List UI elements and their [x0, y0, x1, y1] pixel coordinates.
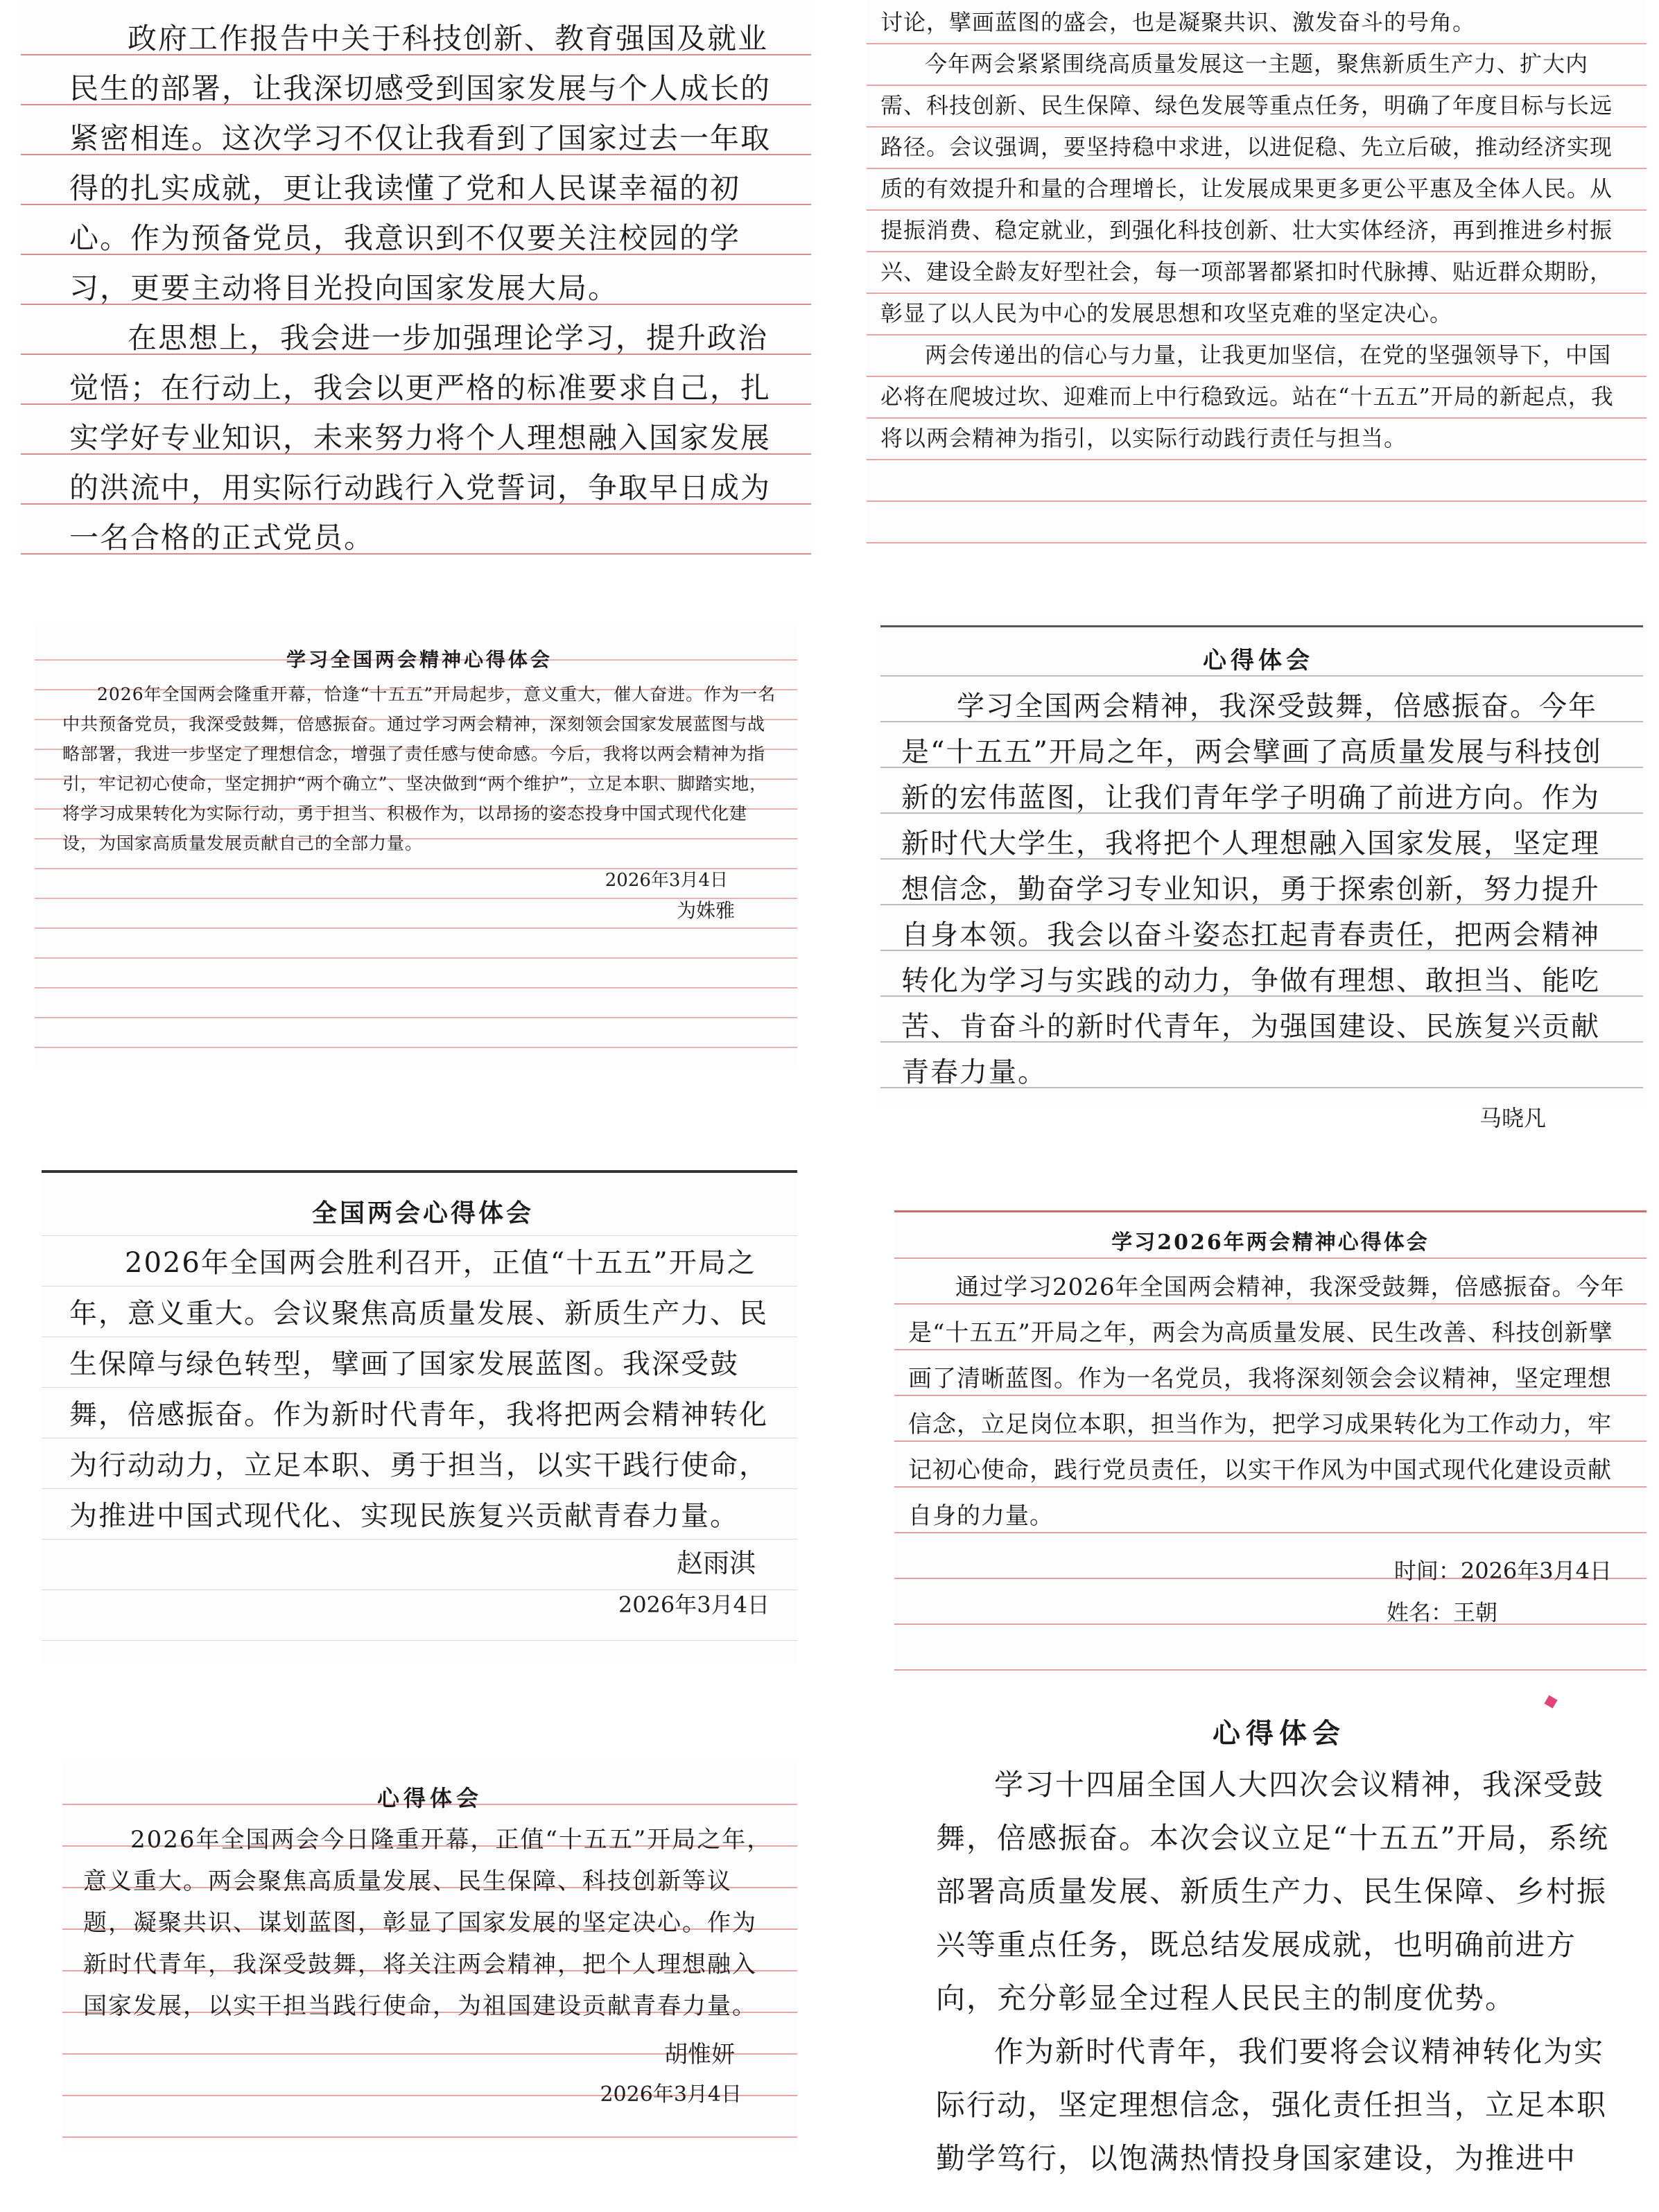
sheet-8-title: 心得体会 — [1213, 1717, 1346, 1750]
sheet-8-paragraph-2: 作为新时代青年，我们要将会议精神转化为实际行动，坚定理想信念，强化责任担当，立足本职勤学笃行，以饱满热情投身国家建设，为推进中 — [936, 2035, 1608, 2175]
sheet-6-name: 王朝 — [1453, 1599, 1498, 1626]
sheet-2-paragraph-3: 两会传递出的信心与力量，让我更加坚信，在党的坚强领导下，中国必将在爬坡过坎、迎难而上中行稳致远。站在“十五五”开局的新起点，我将以两会精神为指引，以实际行动践行责任与担当。 — [880, 342, 1614, 451]
essay-sheet-6 — [894, 1206, 1647, 1678]
sheet-5-date: 2026年3月4日 — [618, 1592, 770, 1618]
essay-sheet-7 — [62, 1761, 797, 2149]
essay-sheet-3 — [35, 624, 797, 1068]
sheet-5-body: 2026年全国两会胜利召开，正值“十五五”开局之年，意义重大。会议聚焦高质量发展、新质生产力、民生保障与绿色转型，擘画了国家发展蓝图。我深受鼓舞，倍感振奋。作为新时代青年，我将把两会精神转化为行动动力，立足本职、勇于担当，以实干践行使命，为推进中国式现代化、实现民族复兴贡献青春力量。 — [69, 1247, 768, 1532]
sheet-4-title: 心得体会 — [1203, 647, 1314, 674]
sheet-5-signature: 赵雨淇 — [676, 1548, 756, 1578]
sheet-2-paragraph-2: 今年两会紧紧围绕高质量发展这一主题，聚焦新质生产力、扩大内需、科技创新、民生保障、绿色发展等重点任务，明确了年度目标与长远路径。会议强调，要坚持稳中求进，以进促稳、先立后破，推动经济实现质的有效提升和量的合理增长，让发展成果更多更公平惠及全体人民。从提振消费、稳定就业，到强化科技创新、壮大实体经济，再到推进乡村振兴、建设全龄友好型社会，每一项部署都紧扣时代脉搏、贴近群众期盼，彰显了以人民为中心的发展思想和攻坚克难的坚定决心。 — [880, 51, 1613, 326]
sheet-7-body: 2026年全国两会今日隆重开幕，正值“十五五”开局之年，意义重大。两会聚焦高质量发展、民生保障、科技创新等议题，凝聚共识、谋划蓝图，彰显了国家发展的坚定决心。作为新时代青年，我深受鼓舞，将关注两会精神，把个人理想融入国家发展，以实干担当践行使命，为祖国建设贡献青春力量。 — [83, 1826, 772, 2020]
sheet-6-date-label: 时间： — [1393, 1558, 1461, 1584]
essay-sheet-4 — [880, 617, 1643, 1131]
sheet-7-date: 2026年3月4日 — [600, 2082, 742, 2107]
sheet-6-top-rule — [894, 1210, 1647, 1212]
sheet-6-title: 学习2026年两会精神心得体会 — [1111, 1230, 1430, 1255]
essay-sheet-5 — [42, 1165, 797, 1664]
sheet-3-signature: 为姝雅 — [676, 899, 735, 922]
sheet-4-signature: 马晓凡 — [1479, 1105, 1546, 1131]
sheet-1-body — [69, 14, 783, 563]
sheet-2-body — [880, 1, 1619, 459]
essay-sheet-1 — [21, 0, 811, 555]
sheet-6-body: 通过学习2026年全国两会精神，我深受鼓舞，倍感振奋。今年是“十五五”开局之年，两会为高质量发展、民生改善、科技创新擘画了清晰蓝图。作为一名党员，我将深刻领会会议精神，坚定理想信念，立足岗位本职，担当作为，把学习成果转化为工作动力，牢记初心使命，践行党员责任，以实干作风为中国式现代化建设贡献自身的力量。 — [908, 1273, 1625, 1530]
sheet-4-body: 学习全国两会精神，我深受鼓舞，倍感振奋。今年是“十五五”开局之年，两会擘画了高质量发展与科技创新的宏伟蓝图，让我们青年学子明确了前进方向。作为新时代大学生，我将把个人理想融入国家发展，坚定理想信念，勤奋学习专业知识，勇于探索创新，努力提升自身本领。我会以奋斗姿态扛起青春责任，把两会精神转化为学习与实践的动力，争做有理想、敢担当、能吃苦、肯奋斗的新时代青年，为强国建设、民族复兴贡献青春力量。 — [901, 690, 1602, 1088]
sheet-4-top-rule — [880, 625, 1643, 627]
sheet-7-signature: 胡惟妍 — [664, 2041, 735, 2069]
sheet-6-date-line — [908, 1550, 1633, 1592]
sheet-2-paragraph-1: 讨论，擘画蓝图的盛会，也是凝聚共识、激发奋斗的号角。 — [880, 9, 1476, 35]
sheet-3-body: 2026年全国两会隆重开幕，恰逢“十五五”开局起步，意义重大，催人奋进。作为一名中共预备党员，我深受鼓舞，倍感振奋。通过学习两会精神，深刻领会国家发展蓝图与战略部署，我进一步坚定了理想信念，增强了责任感与使命感。今后，我将以两会精神为指引，牢记初心使命，坚定拥护“两个确立”、坚决做到“两个维护”，立足本职、脚踏实地，将学习成果转化为实际行动，勇于担当、积极作为，以昂扬的姿态投身中国式现代化建设，为国家高质量发展贡献自己的全部力量。 — [62, 684, 776, 853]
sheet-5-title: 全国两会心得体会 — [311, 1199, 534, 1228]
essay-sheet-2 — [867, 0, 1647, 548]
sheet-8-body — [936, 1758, 1622, 2185]
sheet-3-title: 学习全国两会精神心得体会 — [286, 648, 553, 671]
sheet-5-top-rule — [42, 1170, 797, 1173]
sheet-7-title: 心得体会 — [376, 1785, 483, 1811]
sheet-1-paragraph-2: 在思想上，我会进一步加强理论学习，提升政治觉悟；在行动上，我会以更严格的标准要求自己，扎实学好专业知识，未来努力将个人理想融入国家发展的洪流中，用实际行动践行入党誓词，争取早日成为一名合格的正式党员。 — [69, 321, 772, 555]
sheet-6-name-label: 姓名： — [1387, 1599, 1454, 1626]
sheet-6-name-line — [908, 1592, 1633, 1633]
sheet-1-paragraph-1: 政府工作报告中关于科技创新、教育强国及就业民生的部署，让我深切感受到国家发展与个人成长的紧密相连。这次学习不仅让我看到了国家过去一年取得的扎实成就，更让我读懂了党和人民谋幸福的初心。作为预备党员，我意识到不仅要关注校园的学习，更要主动将目光投向国家发展大局。 — [69, 21, 772, 305]
sheet-3-date: 2026年3月4日 — [605, 870, 728, 891]
sheet-6-date: 2026年3月4日 — [1460, 1558, 1612, 1584]
pink-mark-icon — [1544, 1695, 1557, 1708]
essay-sheet-8 — [922, 1691, 1643, 2212]
sheet-8-paragraph-1: 学习十四届全国人大四次会议精神，我深受鼓舞，倍感振奋。本次会议立足“十五五”开局，系统部署高质量发展、新质生产力、民生保障、乡村振兴等重点任务，既总结发展成就，也明确前进方向，充分彰显全过程人民民主的制度优势。 — [936, 1768, 1609, 2015]
